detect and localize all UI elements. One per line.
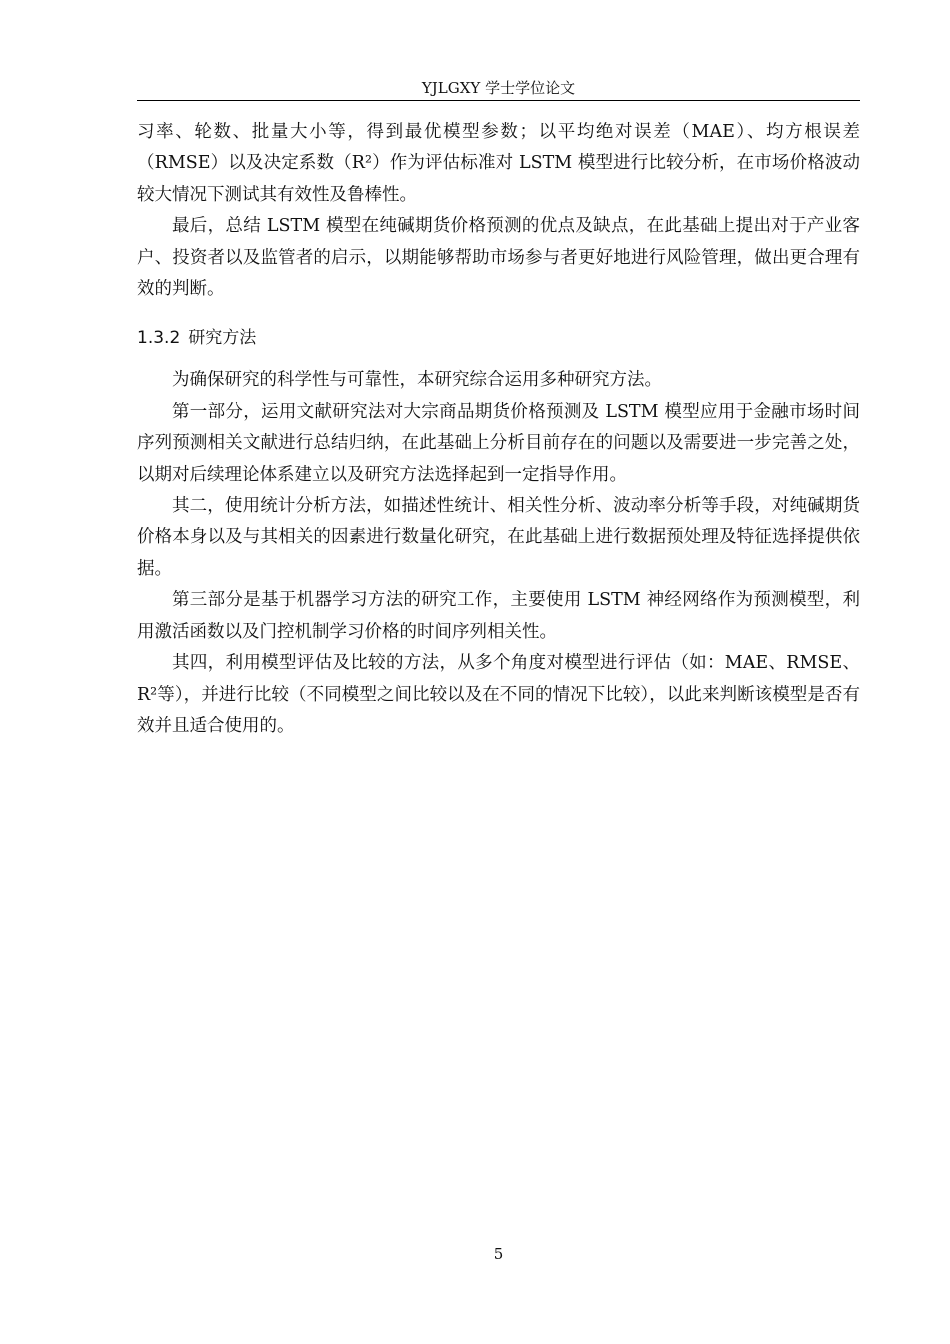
paragraph: 其四，利用模型评估及比较的方法，从多个角度对模型进行评估（如：MAE、RMSE、R²等），并进行比较（不同模型之间比较以及在不同的情况下比较），以此来判断该模型是否有效并且适合使用的。 — [137, 653, 860, 736]
section-title: 研究方法 — [188, 328, 257, 349]
running-header: YJLGXY 学士学位论文 — [421, 79, 576, 97]
page-number: 5 — [493, 1245, 504, 1263]
paragraph: 为确保研究的科学性与可靠性，本研究综合运用多种研究方法。 — [172, 370, 662, 391]
paragraph: 其二，使用统计分析方法，如描述性统计、相关性分析、波动率分析等手段，对纯碱期货价格本身以及与其相关的因素进行数量化研究，在此基础上进行数据预处理及特征选择提供依据。 — [137, 496, 860, 579]
header-rule — [137, 100, 860, 101]
section-number: 1.3.2 — [137, 328, 181, 349]
paragraph: 第三部分是基于机器学习方法的研究工作，主要使用 LSTM 神经网络作为预测模型，利用激活函数以及门控机制学习价格的时间序列相关性。 — [137, 590, 860, 642]
paragraph: 第一部分，运用文献研究法对大宗商品期货价格预测及 LSTM 模型应用于金融市场时间序列预测相关文献进行总结归纳，在此基础上分析目前存在的问题以及需要进一步完善之处，以期对后续理论体系建立以及研究方法选择起到一定指导作用。 — [137, 401, 860, 485]
paragraph: 最后，总结 LSTM 模型在纯碱期货价格预测的优点及缺点，在此基础上提出对于产业客户、投资者以及监管者的启示，以期能够帮助市场参与者更好地进行风险管理，做出更合理有效的判断。 — [137, 216, 860, 300]
paragraph-continuation: 习率、轮数、批量大小等，得到最优模型参数；以平均绝对误差（MAE）、均方根误差（RMSE）以及决定系数（R²）作为评估标准对 LSTM 模型进行比较分析，在市场价格波动较大情况下测试其有效性及鲁棒性。 — [137, 122, 860, 205]
page-body — [137, 117, 860, 742]
section-heading — [137, 323, 860, 353]
